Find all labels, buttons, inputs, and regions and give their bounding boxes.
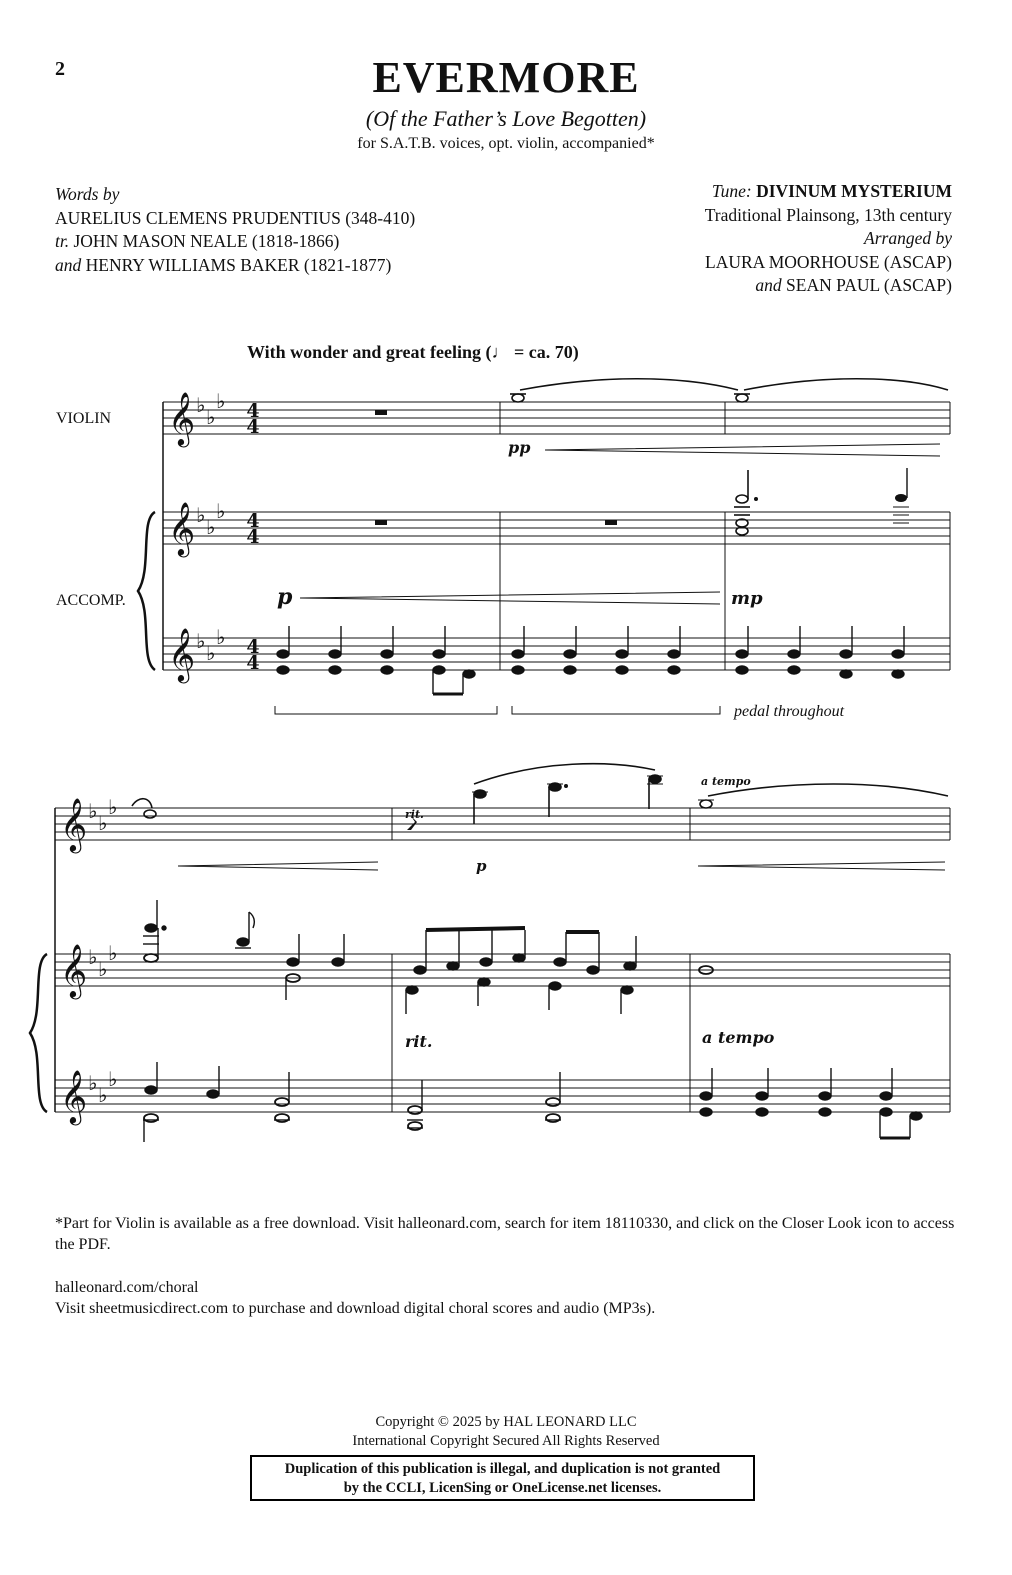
tune-origin: Traditional Plainsong, 13th century (704, 204, 952, 225)
svg-text:♭: ♭ (196, 393, 206, 417)
violin-staff-2 (55, 808, 950, 840)
dynamic-pp: pp (508, 438, 531, 457)
svg-text:4: 4 (246, 416, 260, 438)
crescendo-hairpin (545, 444, 940, 456)
dynamic-p-violin: p (476, 857, 487, 875)
dynamic-mp: mp (731, 588, 763, 609)
arranger-2: and SEAN PAUL (ASCAP) (755, 275, 952, 295)
brace-1 (138, 512, 155, 670)
svg-text:♭: ♭ (88, 799, 98, 823)
voicing-line: for S.A.T.B. voices, opt. violin, accompanied* (357, 135, 655, 152)
treble-clef-icon: 𝄞 (168, 627, 196, 681)
svg-text:♭: ♭ (216, 625, 226, 649)
a-tempo-violin: a tempo (701, 775, 751, 788)
subtitle: (Of the Father’s Love Begotten) (365, 106, 647, 131)
svg-text:♭: ♭ (108, 795, 118, 819)
svg-text:♭: ♭ (196, 503, 206, 527)
brace-2 (30, 954, 47, 1112)
treble-clef-icon: 𝄞 (60, 1069, 88, 1123)
tempo-marking: With wonder and great feeling (♩ = ca. 70) (247, 342, 579, 362)
accomp-rh-staff-1 (163, 512, 950, 544)
words-heading: Words by (55, 184, 120, 204)
svg-text:♭: ♭ (98, 811, 108, 835)
arranger-1: LAURA MOORHOUSE (ASCAP) (705, 251, 952, 272)
treble-clef-icon: 𝄞 (168, 391, 196, 445)
choral-link[interactable]: halleonard.com/choral (55, 1279, 199, 1296)
pedal-instruction: pedal throughout (734, 703, 845, 720)
accomp-lh-staff-2 (55, 1080, 950, 1112)
treble-clef-icon: 𝄞 (168, 501, 196, 555)
svg-text:♭: ♭ (206, 405, 216, 429)
author-1: AURELIUS CLEMENS PRUDENTIUS (348-410) (55, 207, 416, 228)
crescendo-hairpin (300, 592, 720, 604)
author-3: and HENRY WILLIAMS BAKER (1821-1877) (55, 254, 392, 275)
tune-line: Tune: DIVINUM MYSTERIUM (711, 181, 952, 201)
svg-text:♭: ♭ (216, 499, 226, 523)
sheetmusic-link[interactable]: Visit sheetmusicdirect.com to purchase and download digital choral scores and audio (MP3s). (55, 1300, 656, 1317)
footnote: *Part for Violin is available as a free download. Visit halleonard.com, search for item 18110330, and click on the Closer Look icon to access the PDF. (55, 1215, 955, 1253)
duplication-notice (250, 1455, 755, 1501)
svg-text:♭: ♭ (98, 957, 108, 981)
svg-text:♭: ♭ (108, 1067, 118, 1091)
dynamic-p: p (277, 584, 293, 610)
svg-text:4: 4 (246, 636, 260, 658)
svg-text:♭: ♭ (88, 945, 98, 969)
svg-text:♭: ♭ (98, 1083, 108, 1107)
quarter-note-icon: ♩ (491, 342, 510, 362)
notice-line-1: Duplication of this publication is illegal, and duplication is not granted (284, 1461, 721, 1477)
violin-staff-1 (163, 402, 950, 434)
svg-text:4: 4 (246, 510, 260, 532)
svg-text:♭: ♭ (88, 1071, 98, 1095)
svg-text:♭: ♭ (216, 389, 226, 413)
treble-clef-icon: 𝄞 (60, 797, 88, 851)
copyright-line-1: Copyright © 2025 by HAL LEONARD LLC (375, 1414, 637, 1430)
page-number: 2 (55, 58, 65, 80)
accomp-label: ACCOMP. (56, 592, 126, 609)
svg-text:♭: ♭ (206, 641, 216, 665)
notice-line-2: by the CCLI, LicenSing or OneLicense.net licenses. (343, 1480, 662, 1496)
links-block (55, 1277, 655, 1319)
svg-text:♭: ♭ (206, 515, 216, 539)
page-title: EVERMORE (372, 53, 640, 102)
a-tempo-accomp: a tempo (702, 1028, 775, 1047)
rit-mark-violin: rit. (405, 808, 424, 821)
copyright (0, 1413, 1012, 1451)
svg-text:4: 4 (246, 652, 260, 674)
treble-clef-icon: 𝄞 (60, 943, 88, 997)
violin-label: VIOLIN (56, 410, 112, 427)
svg-text:♭: ♭ (108, 941, 118, 965)
svg-text:♭: ♭ (196, 629, 206, 653)
author-2: tr. JOHN MASON NEALE (1818-1866) (55, 231, 340, 251)
rit-mark-accomp: rit. (405, 1032, 433, 1051)
svg-text:4: 4 (246, 400, 260, 422)
accomp-rh-staff-2 (55, 954, 950, 986)
svg-text:4: 4 (246, 526, 260, 548)
arranged-by: Arranged by (864, 228, 952, 248)
copyright-line-2: International Copyright Secured All Rights Reserved (352, 1433, 660, 1449)
